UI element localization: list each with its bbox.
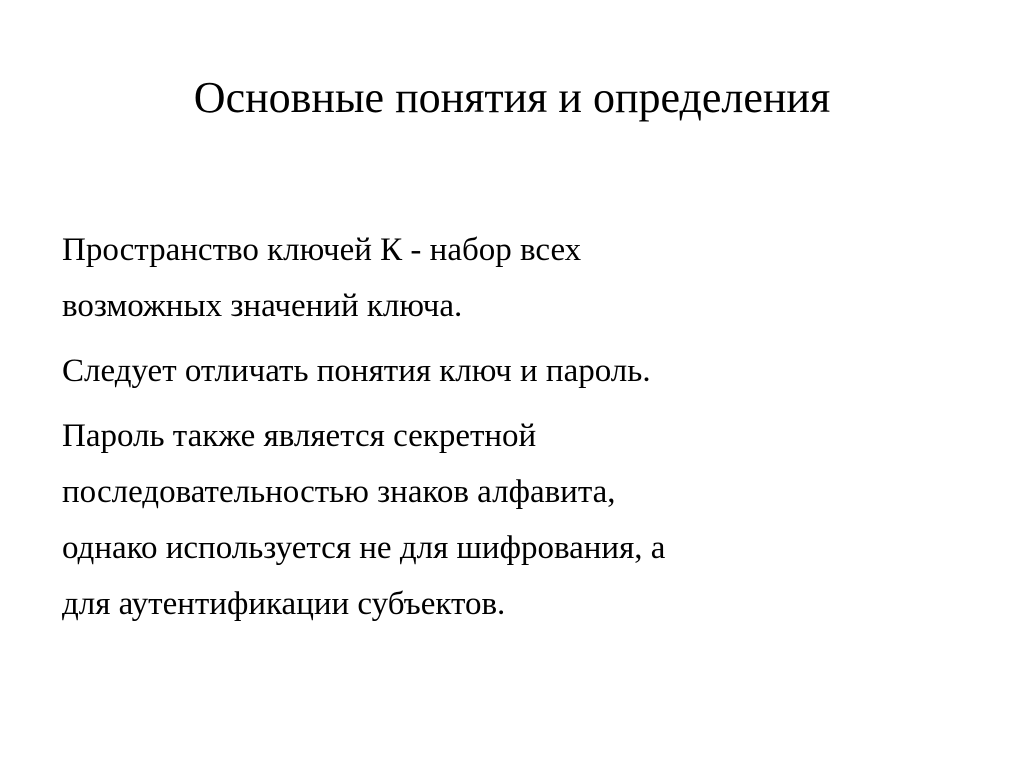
paragraph-line: последовательностью знаков алфавита, <box>62 474 616 510</box>
paragraph-line: Следует отличать понятия ключ и пароль. <box>62 353 651 389</box>
paragraph-key-vs-password <box>62 343 922 399</box>
paragraph-key-space <box>62 222 922 334</box>
paragraph-line: для аутентификации субъектов. <box>62 586 506 622</box>
paragraph-line: возможных значений ключа. <box>62 288 463 324</box>
slide-body <box>62 222 922 641</box>
paragraph-line: Пространство ключей К - набор всех <box>62 232 582 268</box>
paragraph-line: Пароль также является секретной <box>62 418 537 454</box>
slide-title: Основные понятия и определения <box>193 73 831 122</box>
paragraph-line: однако используется не для шифрования, а <box>62 530 666 566</box>
paragraph-password-definition <box>62 408 922 632</box>
